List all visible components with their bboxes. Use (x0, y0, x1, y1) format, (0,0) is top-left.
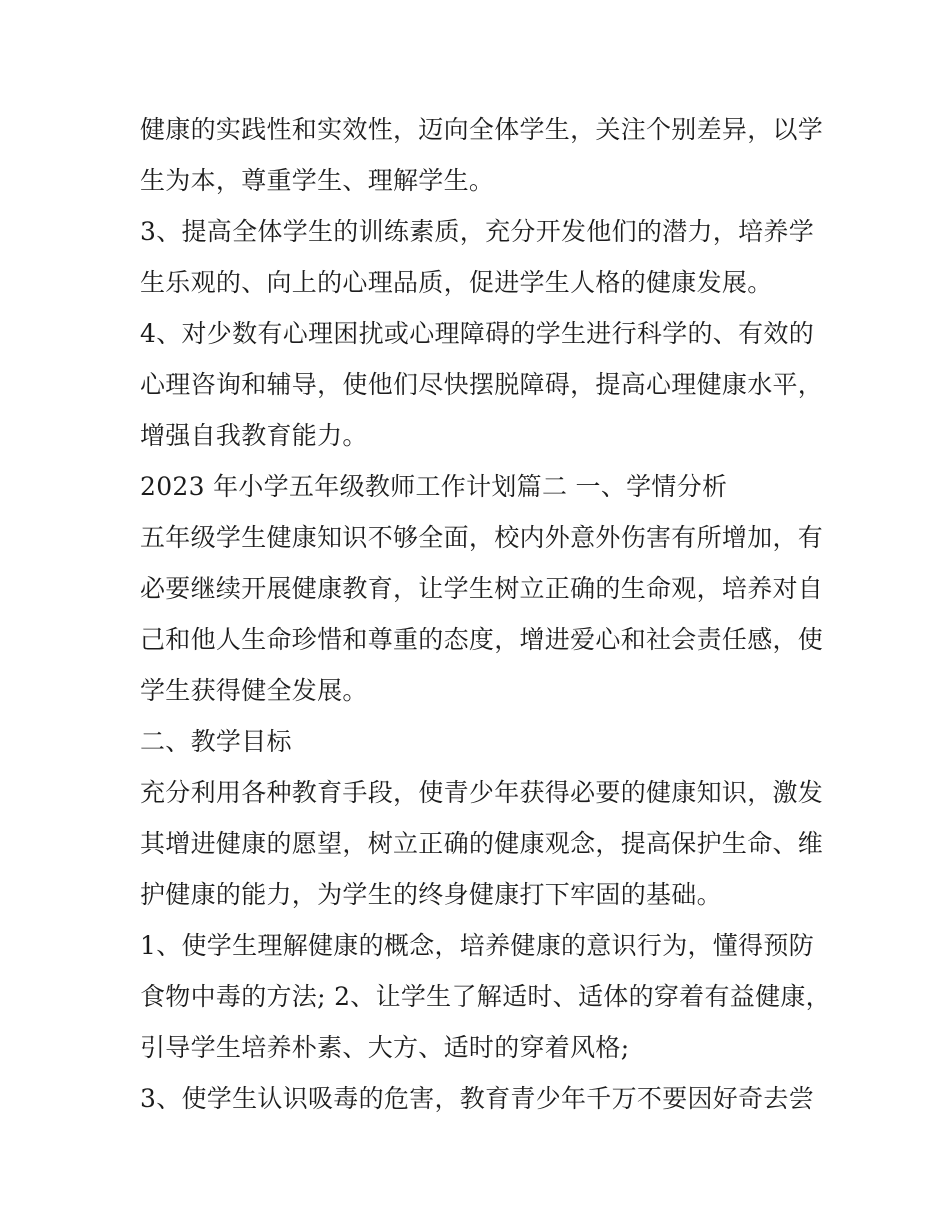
text-line: 1、使学生理解健康的概念，培养健康的意识行为，懂得预防 (140, 931, 815, 960)
text-line: 其增进健康的愿望，树立正确的健康观念，提高保护生命、维 (140, 829, 824, 858)
text-line: 食物中毒的方法; 2、让学生了解适时、适体的穿着有益健康， (140, 982, 831, 1011)
text-line: 护健康的能力，为学生的终身健康打下牢固的基础。 (140, 880, 722, 909)
text-line: 己和他人生命珍惜和尊重的态度，增进爱心和社会责任感，使 (140, 625, 824, 654)
text-line: 健康的实践性和实效性，迈向全体学生，关注个别差异，以学 (140, 115, 824, 144)
text-line: 五年级学生健康知识不够全面，校内外意外伤害有所增加，有 (140, 523, 824, 552)
text-line: 增强自我教育能力。 (140, 421, 368, 450)
text-line: 生为本，尊重学生、理解学生。 (140, 166, 495, 195)
section-heading-line: 二、教学目标 (140, 727, 292, 756)
text-line: 必要继续开展健康教育，让学生树立正确的生命观，培养对自 (140, 574, 824, 603)
section-heading-line: 2023 年小学五年级教师工作计划篇二 一、学情分析 (140, 472, 728, 501)
document-body-text (140, 104, 830, 1124)
text-line: 3、提高全体学生的训练素质，充分开发他们的潜力，培养学 (140, 217, 815, 246)
text-line: 充分利用各种教育手段，使青少年获得必要的健康知识，激发 (140, 778, 824, 807)
text-line: 4、对少数有心理困扰或心理障碍的学生进行科学的、有效的 (140, 319, 815, 348)
text-line: 心理咨询和辅导，使他们尽快摆脱障碍，提高心理健康水平， (140, 370, 824, 399)
text-line: 学生获得健全发展。 (140, 676, 368, 705)
text-line: 3、使学生认识吸毒的危害，教育青少年千万不要因好奇去尝 (140, 1084, 815, 1113)
text-line: 引导学生培养朴素、大方、适时的穿着风格; (140, 1033, 630, 1062)
text-line: 生乐观的、向上的心理品质，促进学生人格的健康发展。 (140, 268, 773, 297)
